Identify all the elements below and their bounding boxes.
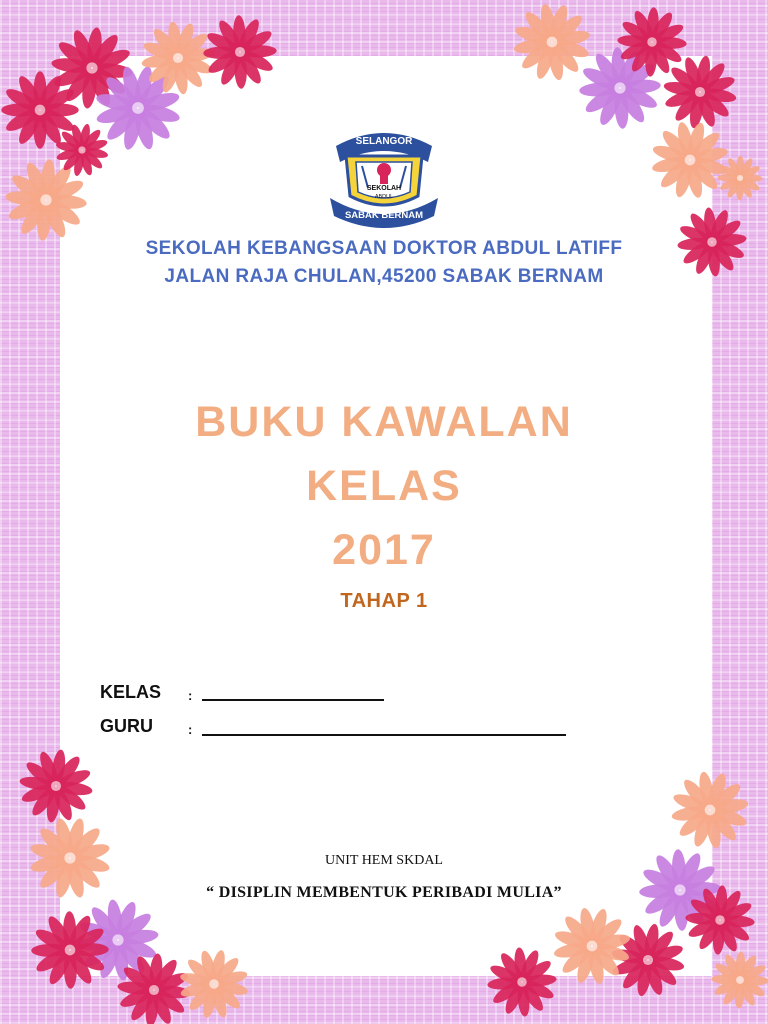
motto: “ DISIPLIN MEMBENTUK PERIBADI MULIA” bbox=[206, 884, 562, 901]
school-crest-icon bbox=[316, 118, 452, 228]
book-title-line1: BUKU KAWALAN bbox=[195, 398, 573, 446]
guru-label: GURU bbox=[100, 716, 153, 736]
guru-fill-line bbox=[202, 734, 566, 736]
logo-inner-text-1: SEKOLAH bbox=[366, 185, 402, 192]
kelas-fill-line bbox=[202, 699, 384, 701]
book-title-line2: KELAS bbox=[306, 462, 462, 510]
guru-colon: : bbox=[188, 722, 193, 737]
unit-name: UNIT HEM SKDAL bbox=[325, 853, 443, 868]
school-name: SEKOLAH KEBANGSAAN DOKTOR ABDUL LATIFF bbox=[145, 238, 623, 259]
book-year: 2017 bbox=[332, 526, 436, 574]
book-subtitle: TAHAP 1 bbox=[340, 590, 428, 612]
school-address: JALAN RAJA CHULAN,45200 SABAK BERNAM bbox=[164, 266, 604, 287]
logo-bottom-text: SABAK BERNAM bbox=[344, 210, 424, 221]
kelas-colon: : bbox=[188, 688, 193, 703]
logo-top-text: SELANGOR bbox=[355, 136, 413, 147]
logo-inner-text-2: ABDUL bbox=[374, 194, 394, 200]
kelas-label: KELAS bbox=[100, 682, 162, 702]
